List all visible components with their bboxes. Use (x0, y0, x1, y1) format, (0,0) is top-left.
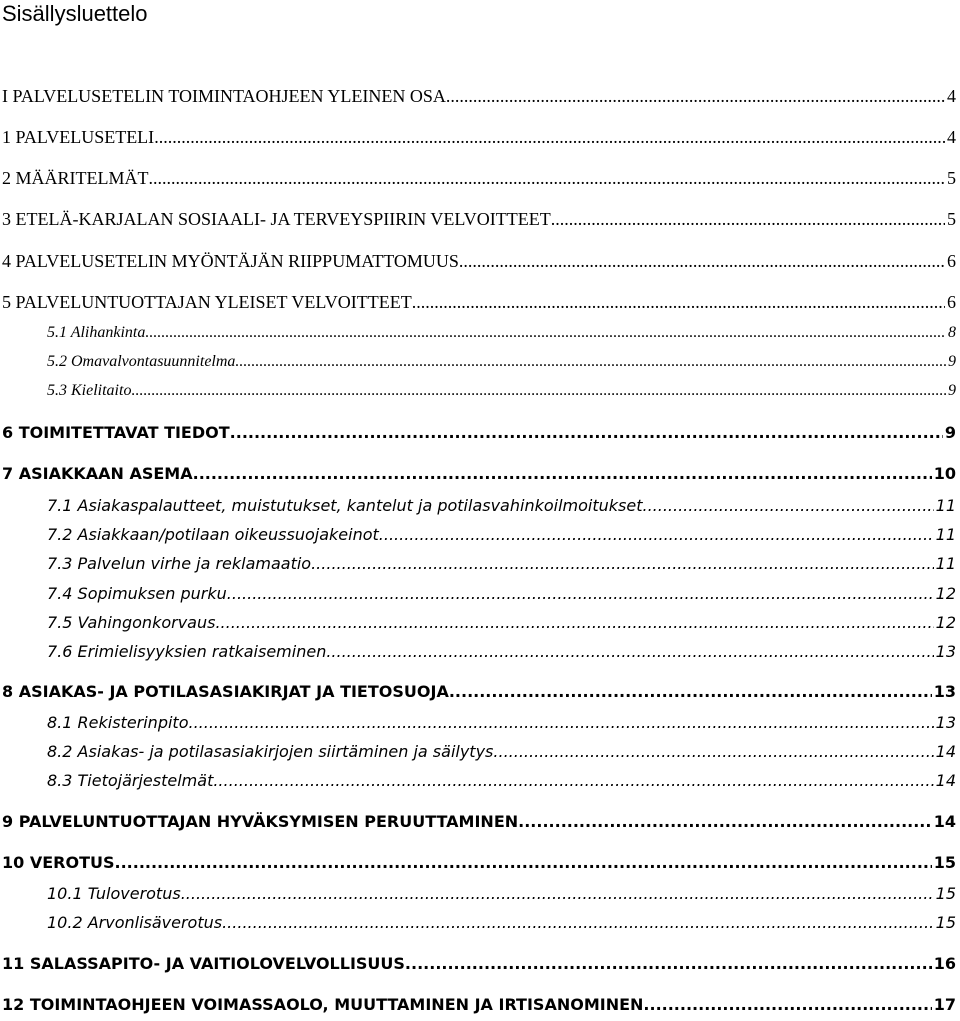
toc-entry-page: 13 (935, 642, 956, 661)
toc-entry-text: 8.2 Asiakas- ja potilasasiakirjojen siirtäminen ja säilytys (47, 742, 494, 761)
toc-leader-dots (193, 464, 932, 483)
toc-entry-text: 2 MÄÄRITELMÄT (2, 168, 149, 188)
toc-entry-text: 7.2 Asiakkaan/potilaan oikeussuojakeinot (47, 525, 379, 544)
toc-entry-text: 4 PALVELUSETELIN MYÖNTÄJÄN RIIPPUMATTOMUUS (2, 251, 459, 271)
toc-entry[interactable] (47, 771, 956, 790)
toc-title: Sisällysluettelo (2, 1, 148, 26)
toc-entry-page: 5 (947, 168, 956, 188)
toc-entry-page: 9 (948, 382, 956, 399)
toc-entry-page: 13 (933, 682, 956, 701)
toc-leader-dots (227, 584, 934, 603)
toc-entry-page: 9 (948, 353, 956, 370)
toc-leader-dots (188, 713, 933, 732)
toc-entry-text: 8.3 Tietojärjestelmät (47, 771, 214, 790)
toc-leader-dots (131, 382, 946, 400)
toc-entry-text: I PALVELUSETELIN TOIMINTAOHJEEN YLEINEN OSA (2, 86, 446, 106)
toc-entry-text: 5.2 Omavalvontasuunnitelma (47, 353, 236, 370)
toc-entry-page: 15 (935, 913, 956, 932)
toc-leader-dots (379, 525, 934, 544)
toc-entry[interactable] (2, 209, 956, 230)
toc-leader-dots (115, 853, 932, 872)
toc-entry-page: 11 (935, 496, 956, 515)
toc-entry-text: 5 PALVELUNTUOTTAJAN YLEISET VELVOITTEET (2, 292, 412, 312)
toc-entry-text: 5.1 Alihankinta (47, 324, 146, 341)
toc-leader-dots (643, 995, 931, 1014)
toc-entry[interactable] (2, 812, 956, 831)
toc-leader-dots (149, 168, 946, 189)
toc-leader-dots (446, 86, 945, 107)
toc-leader-dots (518, 812, 932, 831)
toc-entry[interactable] (2, 995, 956, 1014)
toc-leader-dots (222, 913, 934, 932)
toc-entry[interactable] (47, 554, 956, 573)
toc-entry[interactable] (47, 324, 956, 342)
toc-entry[interactable] (2, 954, 956, 973)
toc-leader-dots (493, 742, 933, 761)
toc-entry-page: 14 (935, 742, 956, 761)
toc-entry-page: 10 (933, 464, 956, 483)
toc-entry-text: 7.4 Sopimuksen purku (47, 584, 227, 603)
toc-leader-dots (213, 771, 933, 790)
toc-entry-page: 11 (935, 525, 956, 544)
toc-leader-dots (235, 353, 946, 371)
toc-entry[interactable] (2, 853, 956, 872)
toc-entry[interactable] (47, 496, 956, 515)
toc-entry-page: 6 (947, 251, 956, 271)
toc-entry-text: 6 TOIMITETTAVAT TIEDOT (2, 423, 230, 442)
toc-entry-text: 8 ASIAKAS- JA POTILASASIAKIRJAT JA TIETOSUOJA (2, 682, 449, 701)
toc-entry-page: 15 (933, 853, 956, 872)
toc-entry-page: 5 (947, 209, 956, 229)
toc-entry-text: 11 SALASSAPITO- JA VAITIOLOVELVOLLISUUS (2, 954, 405, 973)
toc-entry-text: 7.1 Asiakaspalautteet, muistutukset, kantelut ja potilasvahinkoilmoitukset (47, 496, 643, 515)
toc-leader-dots (551, 209, 945, 230)
toc-leader-dots (154, 127, 945, 148)
toc-leader-dots (459, 251, 945, 272)
toc-entry[interactable] (47, 382, 956, 400)
toc-entry-page: 15 (935, 884, 956, 903)
toc-entry-page: 13 (935, 713, 956, 732)
toc-entry-page: 16 (933, 954, 956, 973)
toc-leader-dots (181, 884, 934, 903)
toc-entry-page: 14 (935, 771, 956, 790)
toc-entry[interactable] (47, 642, 956, 661)
toc-leader-dots (230, 423, 943, 442)
toc-leader-dots (642, 496, 933, 515)
toc-entry-page: 17 (933, 995, 956, 1014)
toc-entry-page: 12 (935, 584, 956, 603)
toc-entry-page: 11 (935, 554, 956, 573)
toc-entry-text: 7.3 Palvelun virhe ja reklamaatio (47, 554, 312, 573)
toc-leader-dots (145, 324, 946, 342)
toc-entry[interactable] (2, 682, 956, 701)
toc-entry-page: 8 (948, 324, 956, 341)
toc-leader-dots (215, 613, 933, 632)
toc-entry[interactable] (2, 127, 956, 148)
toc-entry-page: 14 (933, 812, 956, 831)
toc-entry-page: 4 (947, 86, 956, 106)
toc-entry[interactable] (2, 423, 956, 442)
toc-leader-dots (405, 954, 932, 973)
toc-entry[interactable] (2, 86, 956, 107)
toc-leader-dots (326, 642, 933, 661)
toc-leader-dots (449, 682, 932, 701)
toc-entry[interactable] (2, 292, 956, 313)
toc-entry[interactable] (47, 525, 956, 544)
toc-entry[interactable] (47, 884, 956, 903)
toc-entry-text: 10 VEROTUS (2, 853, 115, 872)
toc-entry-text: 7.5 Vahingonkorvaus (47, 613, 216, 632)
toc-entry-text: 7 ASIAKKAAN ASEMA (2, 464, 193, 483)
toc-entry[interactable] (2, 168, 956, 189)
toc-entry[interactable] (2, 464, 956, 483)
toc-entry-text: 7.6 Erimielisyyksien ratkaiseminen (47, 642, 327, 661)
toc-entry[interactable] (47, 913, 956, 932)
toc-entry-text: 10.1 Tuloverotus (47, 884, 181, 903)
toc-entry[interactable] (47, 584, 956, 603)
toc-entry[interactable] (47, 613, 956, 632)
toc-leader-dots (412, 292, 945, 313)
toc-entry-text: 10.2 Arvonlisäverotus (47, 913, 223, 932)
toc-entry-text: 3 ETELÄ-KARJALAN SOSIAALI- JA TERVEYSPIIRIN VELVOITTEET (2, 209, 551, 229)
toc-entry-text: 8.1 Rekisterinpito (47, 713, 189, 732)
toc-entry[interactable] (47, 742, 956, 761)
toc-entry-text: 12 TOIMINTAOHJEEN VOIMASSAOLO, MUUTTAMINEN JA IRTISANOMINEN (2, 995, 644, 1014)
toc-entry[interactable] (2, 251, 956, 272)
toc-entry-text: 9 PALVELUNTUOTTAJAN HYVÄKSYMISEN PERUUTTAMINEN (2, 812, 519, 831)
toc-entry[interactable] (47, 713, 956, 732)
toc-entry-page: 12 (935, 613, 956, 632)
toc-entry-text: 5.3 Kielitaito (47, 382, 132, 399)
toc-entry-page: 6 (947, 292, 956, 312)
toc-leader-dots (311, 554, 934, 573)
toc-entry-text: 1 PALVELUSETELI (2, 127, 155, 147)
toc-entry-page: 4 (947, 127, 956, 147)
toc-entry[interactable] (47, 353, 956, 371)
toc-entry-page: 9 (944, 423, 956, 442)
